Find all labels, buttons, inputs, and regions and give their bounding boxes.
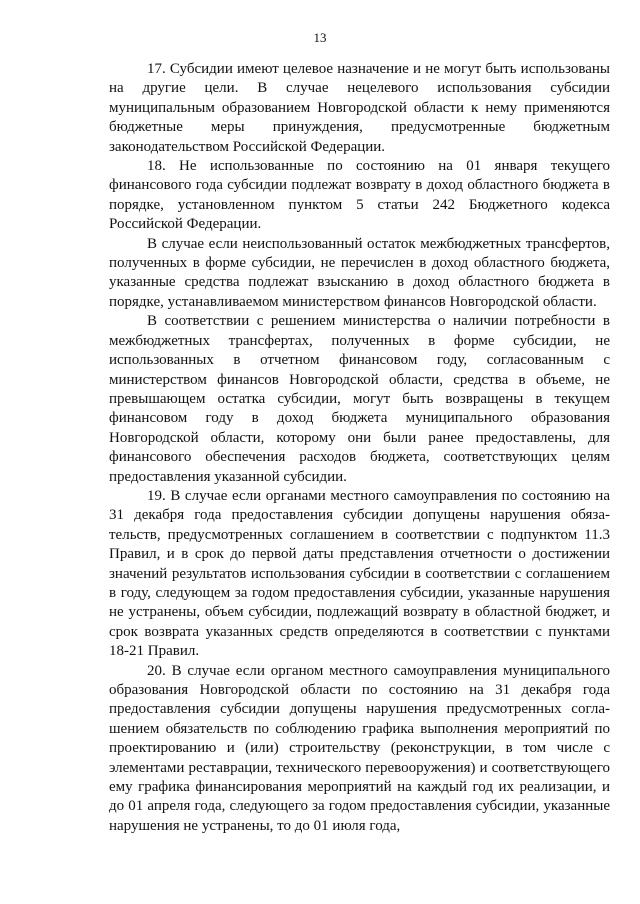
paragraph-unused-balance: В случае если неиспользованный остаток межбюджетных трансфертов, полученных в форме субсидии, не перечислен в доход областного бюджета, указанные средства подлежат взысканию в доход областного бюджета в порядке, устанавливаемом министерством финансов Новгородской области.	[109, 235, 610, 310]
paragraph-17: 17. Субсидии имеют целевое назначение и не могут быть использованы на другие цели. В случае нецелевого использования субсидии муниципальным образованием Новгородской области к нему применяются бюджетные меры принуждения, предусмотренные бюджетным законодательством Российской Федерации.	[109, 61, 610, 155]
paragraph-20: 20. В случае если органом местного самоуправления муниципального образования Новгородской области по состоянию на 31 декабря года предоставления субсидии допущены нарушения предусмотренных соглашением обязательств по соблюдению графика выполнения мероприятий по проектированию и (или) строительству (реконструкции, в том числе с элементами реставрации, технического перевооружения) и соответствующего ему графика финансирования мероприятий на каждый год их реализации, и до 01 апреля года, следующего за годом предоставления субсидии, указанные нарушения не устранены, то до 01 июля года,	[109, 662, 610, 834]
paragraph-18: 18. Не использованные по состоянию на 01 января текущего финансового года субсидии подлежат возврату в доход областного бюджета в порядке, установленном пунктом 5 статьи 242 Бюджетного кодекса Российской Федерации.	[109, 158, 610, 233]
paragraph-19: 19. В случае если органами местного самоуправления по состоянию на 31 декабря года предоставления субсидии допущены нарушения обязательств, предусмотренных соглашением в соответствии с подпунктом 11.3 Правил, и в срок до первой даты представления отчетности о достижении значений результатов использования субсидии в соответствии с соглашением в году, следующем за годом предоставления субсидии, указанные нарушения не устранены, объем субсидии, подлежащий возврату в областной бюджет, и срок возврата указанных средств определяются в соответствии с пунктами 18-21 Правил.	[109, 487, 610, 660]
page-number: 13	[313, 30, 327, 45]
paragraph-ministry-decision: В соответствии с решением министерства о наличии потребности в межбюджетных трансфертах, полученных в форме субсидии, не использованных в отчетном финансовом году, согласованным с министерством финансов Новгородской области, средства в объеме, не превышающем остатка субсидии, могут быть возвращены в текущем финансовом году в доход бюджета муниципального образования Новгородской области, которому они были ранее предоставлены, для финансового обеспечения расходов бюджета, соответствующих целям предоставления указанной субсидии.	[109, 313, 610, 485]
document-body	[109, 60, 610, 836]
